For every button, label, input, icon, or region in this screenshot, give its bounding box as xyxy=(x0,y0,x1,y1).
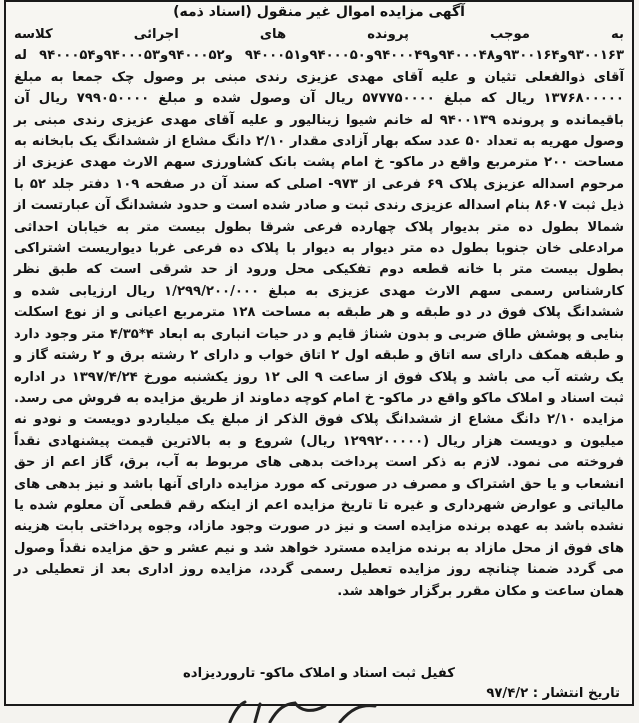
handwritten-mark-icon xyxy=(200,700,420,723)
notice-title: آگهی مزایده اموال غیر منقول (اسناد ذمه) xyxy=(173,4,465,20)
publish-date-value: ۹۷/۴/۲ xyxy=(486,686,529,701)
publish-date-line xyxy=(486,686,620,701)
publish-date-label: تاریخ انتشار : xyxy=(532,686,620,701)
notice-body: به موجب پرونده های اجرائی کلاسه ۹۳۰۰۱۶۳و۹۳۰۰۱۶۴و۹۴۰۰۰۴۸و۹۴۰۰۰۴۹و۹۴۰۰۰۵۰و۹۴۰۰۰۵۱ و۹۴۰۰۰۵۲و۹۴۰۰۰۵۳و۹۴۰۰۰۵۴ له آقای ذوالفعلی تثیان و علیه آقای مهدی عزیزی رندی مبنی بر وصول چک جمعا به مبلغ ۱۳۷۶۸۰۰۰۰۰ ریال که مبلغ ۵۷۷۷۵۰۰۰۰ ریال آن وصول شده و مبلغ ۷۹۹۰۵۰۰۰۰ ریال آن باقیمانده و پرونده ۹۴۰۰۱۳۹ له خانم شیوا زینالیور و علیه آقای مهدی عزیزی رندی مبنی بر وصول مهریه به تعداد ۵۰ عدد سکه بهار آزادی مقدار ۲/۱۰ دانگ مشاع از ششدانگ یک بابخانه به مساحت ۲۰۰ مترمربع واقع در ماکو- خ امام پشت بانک کشاورزی سهم الارث مهدی عزیزی از مرحوم اسداله عزیزی پلاک ۶۹ فرعی از ۹۷۳- اصلی که سند آن در صفحه ۱۰۹ دفتر جلد ۵۲ با ذیل ثبت ۸۶۰۷ بنام اسداله عزیزی رندی ثبت و صادر شده است و حدود ششدانگ آن عبارتست از شمالا بطول ده متر بدیوار پلاک چهارده فرعی شرقا بطول بیست متر به خیابان احداثی مرادعلی خان جنوبا بطول ده متر دیوار به دیوار با پلاک ده فرعی غربا دیواریست اشتراکی بطول بیست متر با خانه قطعه دوم تفکیکی محل ورود از حد شرقی است که طبق نظر کارشناس رسمی سهم الارث مهدی عزیزی به مبلغ ۱/۲۹۹/۲۰۰/۰۰۰ ریال ارزیابی شده و ششدانگ پلاک فوق در دو طبقه و هر طبقه به مساحت ۱۲۸ مترمربع اعیانی و از نوع اسکلت بنایی و پوشش طاق ضربی و بدون شناژ قایم و در حیات انباری به ابعاد ۴*۴/۳۵ متر وجود دارد و طبقه همکف دارای سه اتاق و طبقه اول ۲ اتاق خواب و دارای ۲ رشته برق و ۲ رشته گاز و یک رشته آب می باشد و پلاک فوق از ساعت ۹ الی ۱۲ روز یکشنبه مورخ ۱۳۹۷/۴/۲۴ در اداره ثبت اسناد و املاک ماکو واقع در ماکو- خ امام کوچه دماوند از طریق مزایده به فروش می رسد. مزایده ۲/۱۰ دانگ مشاع از ششدانگ پلاک فوق الذکر از مبلغ یک میلیاردو دویست و نودو نه میلیون و دویست هزار ریال (۱۲۹۹۲۰۰۰۰۰ ریال) شروع و به بالاترین قیمت پیشنهادی نقداً فروخته می نمود. لازم به ذکر است پرداخت بدهی های مربوط به آب، برق، گاز اعم از حق انشعاب و یا حق اشتراک و مصرف در صورتی که مورد مزایده دارای آنها باشد و نیز بدهی های مالیاتی و عوارض شهرداری و غیره تا تاریخ مزایده اعم از اینکه رقم قطعی آن معلوم شده یا نشده باشد به عهده برنده مزایده است و نیز در صورت وجود مازاد، وجوه پرداختی بابت هزینه های فوق از محل مازاد به برنده مزایده مسترد خواهد شد و نیم عشر و حق مزایده نقداً وصول می گردد ضمنا چنانچه روز مزایده تعطیل رسمی گردد، مزایده روز اداری بعد از تعطیلی در همان ساعت و مکان مقرر برگزار خواهد شد. xyxy=(14,27,624,599)
notice-frame xyxy=(4,0,634,706)
notice-signature: کفیل ثبت اسناد و املاک ماکو- تاروردیزاده xyxy=(183,666,455,681)
